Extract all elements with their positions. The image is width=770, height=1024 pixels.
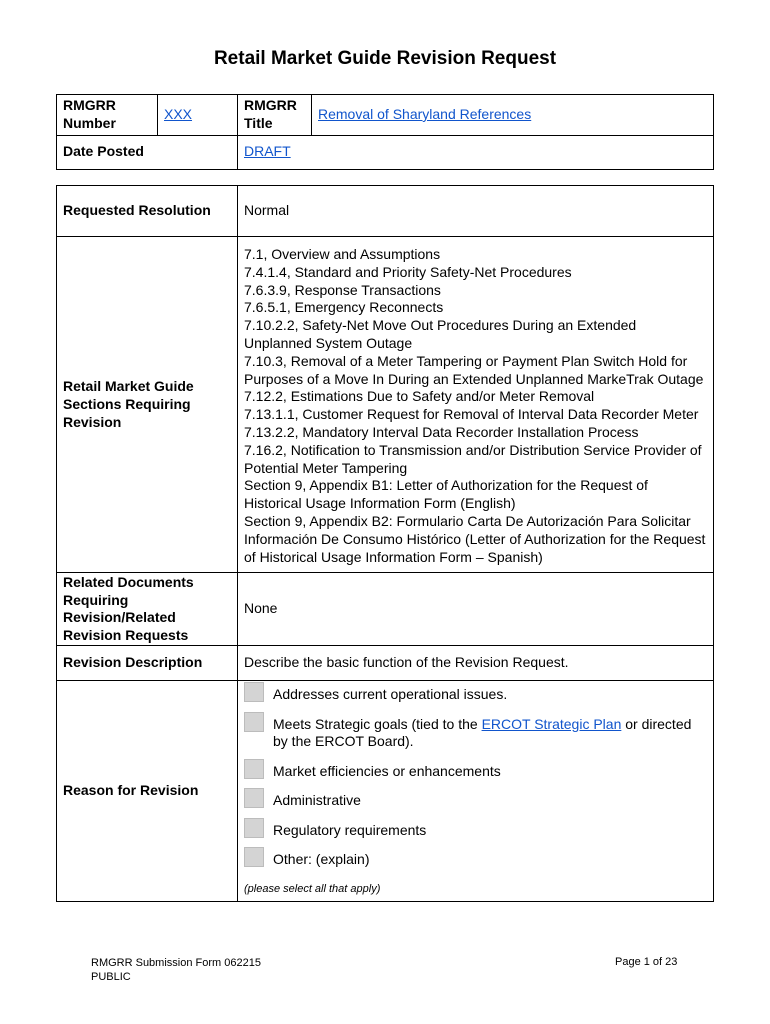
checkbox-administrative[interactable] [244,788,264,808]
reason-option [244,686,707,704]
checkbox-other[interactable] [244,847,264,867]
reason-option [244,851,707,869]
checkbox-market-efficiencies[interactable] [244,759,264,779]
ercot-strategic-plan-link[interactable]: ERCOT Strategic Plan [481,715,622,732]
rmgrr-header-table [56,94,714,170]
section-item: 7.10.2.2, Safety-Net Move Out Procedures During an Extended Unplanned System Outage [244,317,637,351]
revision-details-table [56,185,714,902]
requested-resolution-value: Normal [238,186,714,237]
reason-text: Other: (explain) [273,851,370,868]
reason-text-part: Meets Strategic goals (tied to the [273,715,482,732]
reason-text: Regulatory requirements [273,821,427,838]
section-item: 7.13.1.1, Customer Request for Removal of Interval Data Recorder Meter [244,406,699,423]
section-item: 7.16.2, Notification to Transmission and/or Distribution Service Provider of Potential Meter Tampering [244,441,702,476]
section-item: 7.6.5.1, Emergency Reconnects [244,299,444,316]
related-documents-label: Related Documents Requiring Revision/Related Revision Requests [57,573,238,646]
footer-left [91,956,261,984]
rmgrr-number-link[interactable]: XXX [164,105,193,122]
section-item: 7.10.3, Removal of a Meter Tampering or Payment Plan Switch Hold for Purposes of a Move In During an Extended Unplanned MarkeTrak Outage [244,352,704,387]
date-posted-link[interactable]: DRAFT [244,143,291,160]
requested-resolution-label: Requested Resolution [57,186,238,237]
section-item: 7.12.2, Estimations Due to Safety and/or Meter Removal [244,388,595,405]
reason-text: Administrative [273,792,361,809]
page-title: Retail Market Guide Revision Request [213,48,557,69]
related-documents-value: None [238,573,714,646]
reason-for-revision-label: Reason for Revision [57,681,238,901]
reason-option [244,792,707,810]
reason-option [244,763,707,781]
section-item: 7.13.2.2, Mandatory Interval Data Recorder Installation Process [244,423,639,440]
section-item: 7.4.1.4, Standard and Priority Safety-Net Procedures [244,263,572,280]
section-item: 7.1, Overview and Assumptions [244,246,441,262]
date-posted-label: Date Posted [57,135,238,169]
reason-text: Addresses current operational issues. [273,686,508,703]
reason-text: Market efficiencies or enhancements [273,762,501,779]
footer-page-number: Page 1 of 23 [615,956,678,968]
sections-list [238,237,714,573]
checkbox-regulatory[interactable] [244,818,264,838]
rmgrr-number-label: RMGRR Number [57,95,158,136]
section-item: Section 9, Appendix B1: Letter of Authorization for the Request of Historical Usage Information Form (English) [244,477,648,512]
reason-text [273,716,707,751]
reason-text-part: or directed by the ERCOT Board). [273,715,692,750]
rmgrr-title-link[interactable]: Removal of Sharyland References [318,105,532,122]
footer-form-name: RMGRR Submission Form 062215 [91,957,261,969]
footer-classification: PUBLIC [91,971,131,983]
section-item: 7.6.3.9, Response Transactions [244,281,441,298]
checkbox-strategic-goals[interactable] [244,712,264,732]
section-item: Section 9, Appendix B2: Formulario Carta De Autorización Para Solicitar Información De Consumo Histórico (Letter of Authorization for the Request of Historical Usage Information Form – Spanish) [244,512,706,565]
reason-options [238,681,714,901]
revision-description-label: Revision Description [57,646,238,681]
rmgrr-title-label: RMGRR Title [238,95,312,136]
reason-note: (please select all that apply) [244,882,381,895]
reason-option [244,716,707,751]
sections-label: Retail Market Guide Sections Requiring Revision [57,237,238,573]
checkbox-operational-issues[interactable] [244,682,264,702]
revision-description-value: Describe the basic function of the Revision Request. [238,646,714,681]
reason-option [244,822,707,840]
